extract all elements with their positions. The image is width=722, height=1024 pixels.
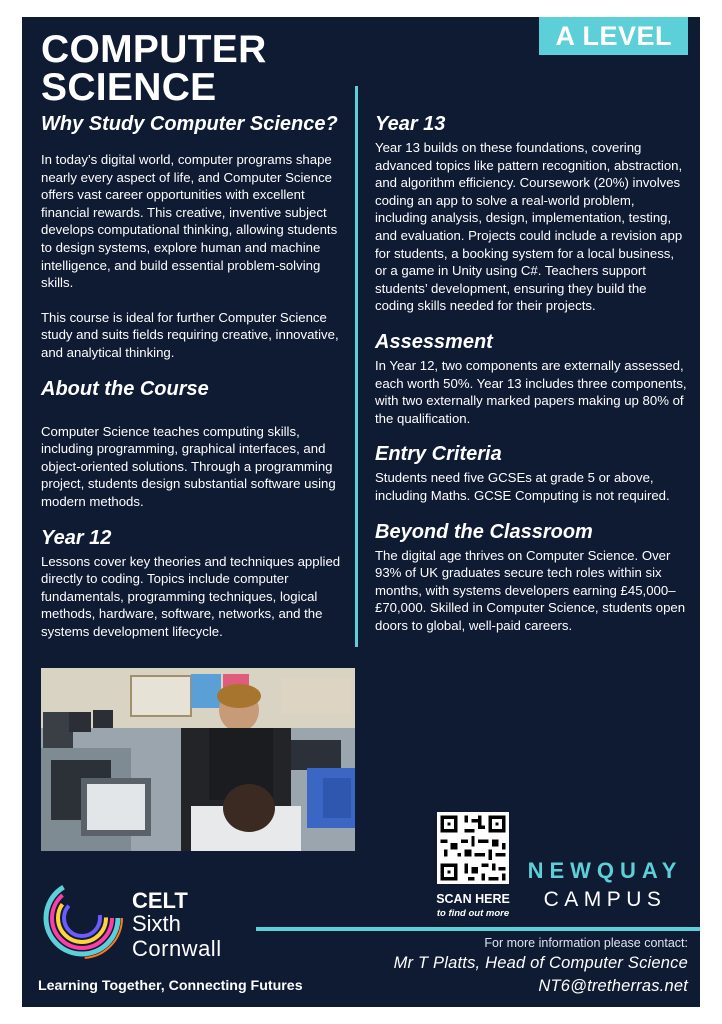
logo-wordmark: [132, 890, 222, 962]
year13-paragraph: Year 13 builds on these foundations, covering advanced topics like pattern recognition, abstraction, and algorithm efficiency. Coursework (20%) involves coding an app to solve a real-world problem, including analysis, design, implementation, testing, and evaluation. Projects could include a revision app for students, a booking system for a local business, or a game in Unity using C#. Teachers support students’ development, ensuring they build the coding skills needed for their projects.: [375, 140, 683, 314]
level-badge: A LEVEL: [539, 17, 688, 55]
logo-line-2: Sixth: [132, 911, 181, 936]
scan-subtext: to find out more: [436, 908, 510, 919]
year13-heading: Year 13: [375, 113, 446, 135]
campus-name: NEWQUAY: [527, 858, 683, 883]
year12-paragraph: Lessons cover key theories and techniques applied directly to coding. Topics include computer fundamentals, programming techniques, logical methods, hardware, software, networks, and the systems development lifecycle.: [41, 553, 341, 639]
right-column: [375, 112, 687, 634]
why-paragraph-1: In today’s digital world, computer programs shape nearly every aspect of life, and Computer Science offers vast career opportunities with excellent financial rewards. This creative, inventive subject develops computational thinking, allowing students to design systems, explore human and machine intelligence, and build essential problem-solving skills.: [41, 152, 338, 291]
assessment-paragraph: In Year 12, two components are externally assessed, each worth 50%. Year 13 includes three components, with two externally marked papers making up 80% of the qualification.: [375, 357, 687, 426]
campus-word: CAMPUS: [543, 888, 667, 911]
classroom-photo: [41, 668, 355, 851]
contact-intro: For more information please contact:: [484, 936, 688, 950]
celt-logo: [36, 860, 296, 978]
page-title: [41, 28, 267, 109]
entry-heading: Entry Criteria: [375, 443, 502, 466]
contact-email[interactable]: NT6@tretherras.net: [538, 977, 688, 995]
scan-label: [414, 892, 532, 919]
celt-logo-icon: [36, 860, 126, 970]
scan-here-text: SCAN HERE: [436, 892, 510, 906]
why-heading: Why Study Computer Science?: [41, 113, 338, 135]
footer-accent-bar: [256, 927, 700, 931]
beyond-heading: Beyond the Classroom: [375, 520, 593, 543]
title-line-2: SCIENCE: [41, 66, 217, 109]
beyond-paragraph: The digital age thrives on Computer Science. Over 93% of UK graduates secure tech roles within six months, with systems developers earning £45,000–£70,000. Skilled in Computer Science, students open doors to global, well-paid careers.: [375, 547, 686, 633]
logo-line-1: CELT: [132, 888, 188, 913]
contact-name: Mr T Platts, Head of Computer Science: [393, 954, 688, 972]
campus-label: [520, 858, 690, 912]
why-paragraph-2: This course is ideal for further Computer Science study and suits fields requiring creative, innovative, and analytical thinking.: [41, 309, 339, 360]
contact-block: [394, 936, 688, 996]
assessment-heading: Assessment: [375, 330, 493, 353]
title-line-1: COMPUTER: [41, 28, 267, 71]
column-divider: [355, 86, 358, 647]
tagline: Learning Together, Connecting Futures: [38, 978, 303, 994]
logo-line-3: Cornwall: [132, 936, 222, 961]
about-paragraph: Computer Science teaches computing skills, including programming, graphical interfaces, and object-oriented solutions. Through a programming project, students design substantial software using modern methods.: [41, 423, 336, 509]
about-heading: About the Course: [41, 377, 209, 400]
year12-heading: Year 12: [41, 526, 112, 549]
left-column: [41, 112, 341, 640]
entry-paragraph: Students need five GCSEs at grade 5 or above, including Maths. GCSE Computing is not required.: [375, 470, 670, 503]
flyer-page: [22, 17, 700, 1007]
qr-code-icon[interactable]: [437, 812, 509, 884]
